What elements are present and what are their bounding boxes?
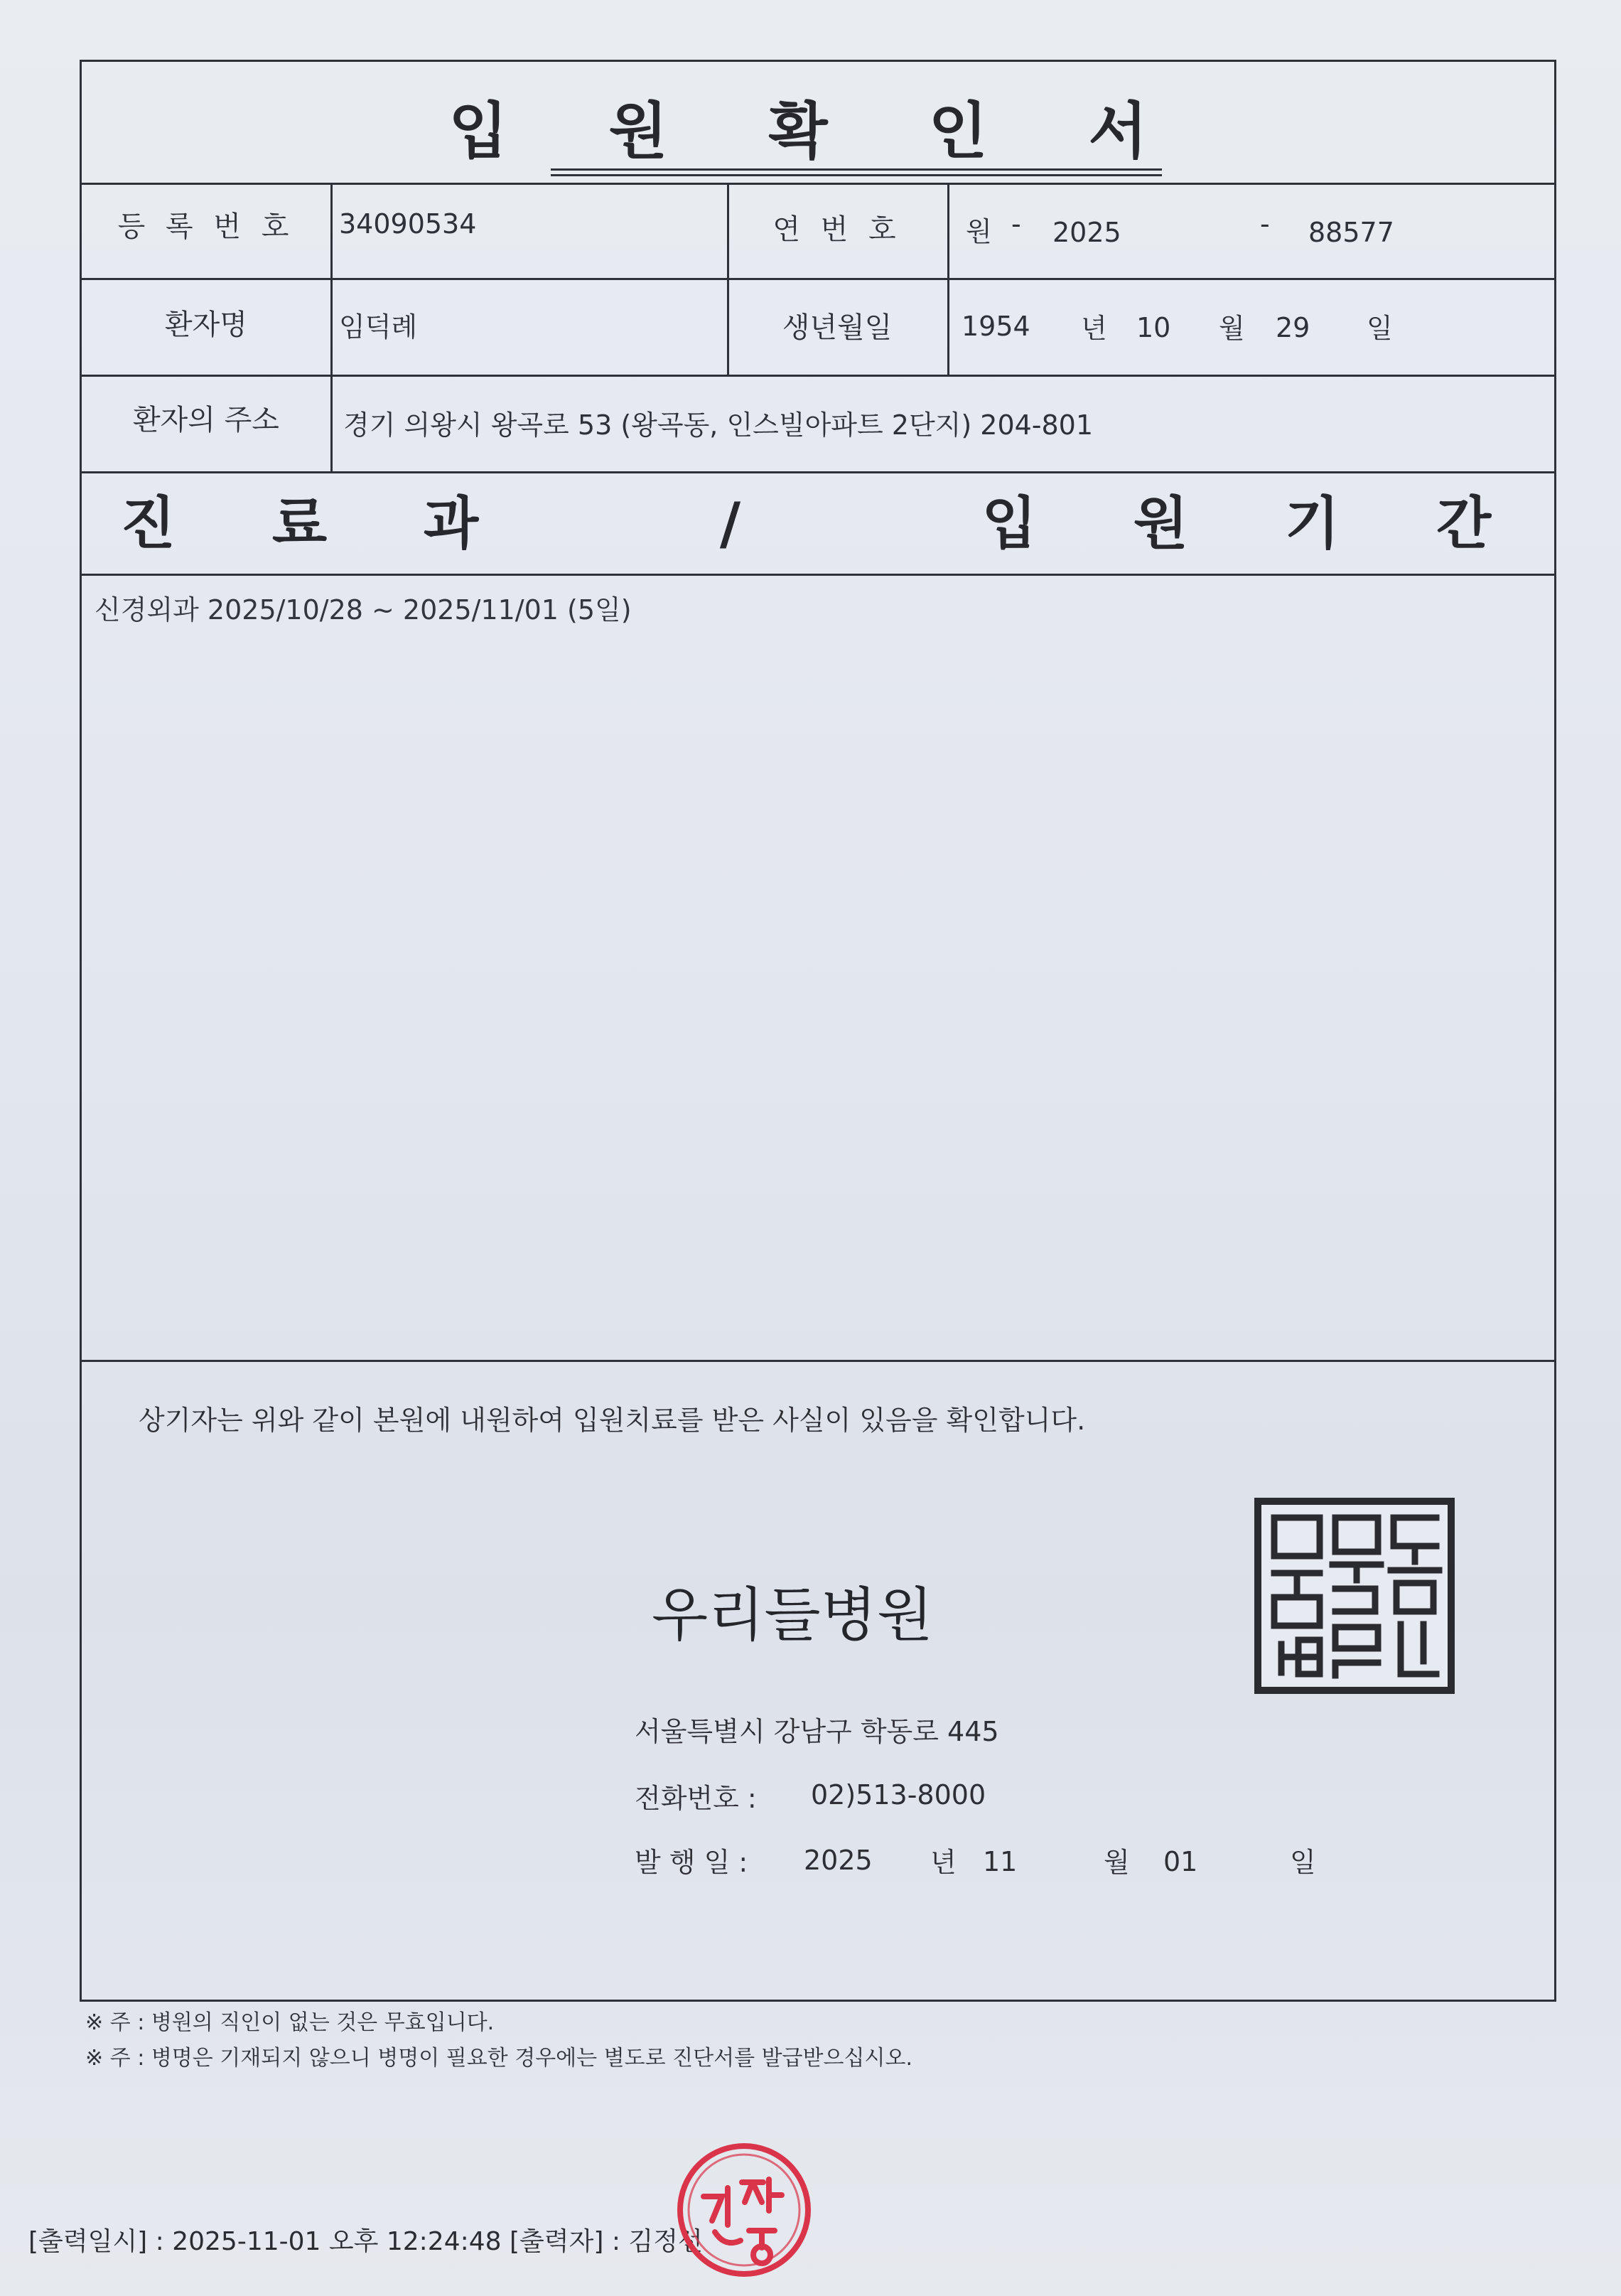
patient-name-value: 임덕례 (339, 311, 418, 343)
serial-label: 연 번 호 (772, 213, 902, 246)
row-divider-2 (82, 278, 1554, 280)
note-2: ※ 주 : 병명은 기재되지 않으니 병명이 필요한 경우에는 별도로 진단서를 발급받으십시오. (85, 2046, 912, 2071)
birth-day: 29 (1276, 312, 1310, 343)
birth-year: 1954 (962, 311, 1030, 342)
serial-prefix: 원 (966, 216, 992, 247)
patient-name-label: 환자명 (165, 309, 247, 341)
reg-no-value: 34090534 (339, 208, 477, 240)
title-underline-2 (551, 174, 1162, 176)
note-1: ※ 주 : 병원의 직인이 없는 것은 무효입니다. (85, 2010, 495, 2035)
document-title: 입 원 확 인 서 (448, 96, 1188, 167)
issue-day-unit: 일 (1290, 1847, 1316, 1878)
birth-month: 10 (1136, 312, 1171, 343)
column-divider-1 (330, 183, 333, 471)
hospital-seal (1254, 1498, 1455, 1694)
row-divider-4 (82, 471, 1554, 473)
row-divider-3 (82, 375, 1554, 377)
row-divider-5 (82, 574, 1554, 576)
phone-label: 전화번호 : (635, 1783, 757, 1814)
issue-year: 2025 (804, 1845, 873, 1876)
issue-date-label: 발 행 일 : (635, 1847, 748, 1878)
issue-day: 01 (1163, 1846, 1198, 1877)
issue-month-unit: 월 (1104, 1847, 1130, 1878)
reg-no-label: 등 록 번 호 (117, 210, 295, 243)
birth-year-unit: 년 (1081, 313, 1107, 344)
certificate-frame (80, 60, 1556, 2002)
print-footer: [출력일시] : 2025-11-01 오후 12:24:48 [출력자] : 김정선 (28, 2227, 703, 2256)
address-label: 환자의 주소 (133, 404, 279, 436)
serial-dash-1: - (1011, 208, 1021, 240)
red-stamp-icon (675, 2141, 813, 2279)
serial-dash-2: - (1260, 208, 1270, 240)
operator-stamp (675, 2141, 813, 2279)
serial-year: 2025 (1052, 217, 1121, 248)
phone-value: 02)513-8000 (811, 1779, 986, 1810)
address-value: 경기 의왕시 왕곡로 53 (왕곡동, 인스빌아파트 2단지) 204-801 (343, 409, 1094, 441)
serial-number: 88577 (1308, 217, 1394, 248)
birth-day-unit: 일 (1367, 313, 1393, 344)
row-divider-1 (82, 183, 1554, 185)
issue-month: 11 (983, 1846, 1018, 1877)
issue-year-unit: 년 (930, 1847, 957, 1878)
section-title: 진 료 과 / 입 원 기 간 (120, 490, 1516, 557)
column-divider-3 (947, 183, 949, 375)
admission-entry: 신경외과 2025/10/28 ~ 2025/11/01 (5일) (95, 594, 632, 626)
title-underline (551, 168, 1162, 171)
row-divider-6 (82, 1360, 1554, 1362)
birth-label: 생년월일 (782, 311, 893, 344)
hospital-address: 서울특별시 강남구 학동로 445 (635, 1716, 999, 1747)
hospital-name: 우리들병원 (652, 1582, 934, 1649)
birth-month-unit: 월 (1219, 313, 1245, 344)
seal-glyph-icon (1261, 1505, 1448, 1687)
confirmation-statement: 상기자는 위와 같이 본원에 내원하여 입원치료를 받은 사실이 있음을 확인합니다. (139, 1405, 1086, 1436)
